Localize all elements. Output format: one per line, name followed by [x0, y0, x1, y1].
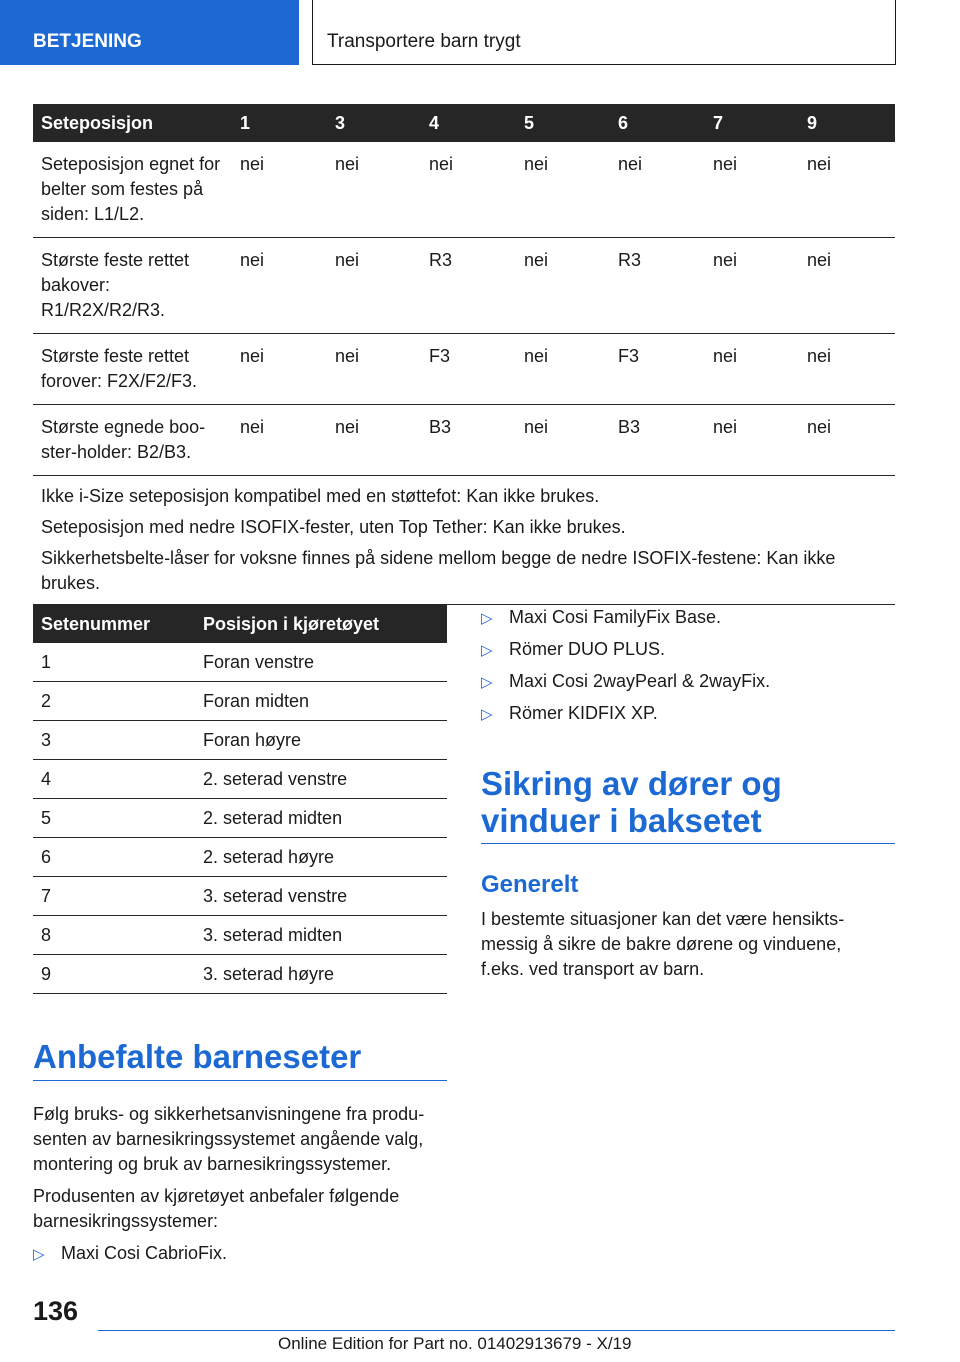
list-item [481, 637, 895, 669]
table-cell: nei [705, 405, 799, 476]
general-subheading: Generelt [481, 871, 579, 898]
table-cell: nei [799, 334, 895, 405]
table-cell: R3 [610, 238, 705, 334]
table-cell: F3 [610, 334, 705, 405]
table-cell: B3 [610, 405, 705, 476]
row-label: Største egnede booster-holder: B2/B3. [33, 405, 232, 476]
recommended-list-left [33, 1241, 447, 1273]
seat-number: 7 [33, 877, 195, 916]
table-cell: nei [327, 405, 421, 476]
list-item [33, 1241, 447, 1273]
column-header: Seteposisjon [33, 104, 232, 142]
seat-number: 3 [33, 721, 195, 760]
table-row [33, 760, 447, 799]
seat-position: 2. seterad høyre [195, 838, 447, 877]
seat-position: 2. seterad midten [195, 799, 447, 838]
table-cell: nei [705, 238, 799, 334]
page-title: Transportere barn trygt [312, 0, 896, 65]
seat-position: Foran venstre [195, 643, 447, 682]
list-item-text: Maxi Cosi FamilyFix Base. [509, 607, 722, 627]
heading-rule [33, 1080, 447, 1081]
seat-position: 3. seterad midten [195, 916, 447, 955]
seat-number: 1 [33, 643, 195, 682]
table-row [33, 238, 895, 334]
table-cell: R3 [421, 238, 516, 334]
table-notes [33, 476, 895, 605]
seat-number: 6 [33, 838, 195, 877]
seat-number: 2 [33, 682, 195, 721]
table-row [33, 405, 895, 476]
table-cell: B3 [421, 405, 516, 476]
seat-position: 2. seterad venstre [195, 760, 447, 799]
table-cell: nei [799, 238, 895, 334]
table-cell: F3 [421, 334, 516, 405]
table-cell: nei [516, 238, 610, 334]
list-item-text: Maxi Cosi 2wayPearl & 2wayFix. [509, 671, 771, 691]
seat-position: 3. seterad venstre [195, 877, 447, 916]
table-row [33, 955, 447, 994]
table-cell: nei [232, 405, 327, 476]
seat-number: 9 [33, 955, 195, 994]
column-header: Posisjon i kjøretøyet [195, 605, 447, 643]
note-text: Ikke i-Size seteposisjon kompatibel med en støttefot: Kan ikke brukes. [41, 486, 600, 506]
footer-rule [98, 1330, 895, 1331]
column-header: 3 [327, 104, 421, 142]
table-header-row [33, 104, 895, 142]
edition-footer: Online Edition for Part no. 01402913679 - X/19 [278, 1334, 632, 1353]
triangle-bullet-icon: ▷ [481, 706, 493, 723]
seat-position: Foran høyre [195, 721, 447, 760]
column-header: 9 [799, 104, 895, 142]
page-number: 136 [33, 1296, 79, 1326]
table-cell: nei [232, 334, 327, 405]
list-item-text: Römer DUO PLUS. [509, 639, 666, 659]
table-header-row [33, 605, 447, 643]
table-cell: nei [610, 142, 705, 238]
row-label: Største feste rettet bakover: R1/R2X/R2/R3. [33, 238, 232, 334]
seat-number: 8 [33, 916, 195, 955]
table-cell: nei [799, 142, 895, 238]
table-row [33, 799, 447, 838]
triangle-bullet-icon: ▷ [481, 642, 493, 659]
list-item [481, 669, 895, 701]
note-text: Sikkerhetsbelte-låser for voksne finnes på sidene mellom begge de nedre ISOFIX-festene: Kan ikke brukes. [41, 548, 836, 593]
table-cell: nei [705, 334, 799, 405]
table-row [33, 838, 447, 877]
heading-rule [481, 843, 895, 844]
column-header: 4 [421, 104, 516, 142]
recommended-list-right [481, 605, 895, 733]
table-cell: nei [327, 142, 421, 238]
seat-number: 5 [33, 799, 195, 838]
triangle-bullet-icon: ▷ [33, 1246, 45, 1263]
table-row [33, 877, 447, 916]
table-cell: nei [516, 405, 610, 476]
column-header: 7 [705, 104, 799, 142]
column-header: Setenummer [33, 605, 195, 643]
table-row [33, 142, 895, 238]
list-item-text: Römer KIDFIX XP. [509, 703, 658, 723]
row-label: Største feste rettet forover: F2X/F2/F3. [33, 334, 232, 405]
table-cell: nei [327, 238, 421, 334]
table-row [33, 916, 447, 955]
triangle-bullet-icon: ▷ [481, 610, 493, 627]
list-item [481, 701, 895, 733]
seat-compatibility-table [33, 104, 895, 605]
securing-paragraph: I bestemte situasjoner kan det være hensiktsmessig å sikre de bakre dørene og vinduene, f.eks. ved transport av barn. [481, 909, 845, 979]
column-header: 6 [610, 104, 705, 142]
seat-position-table [33, 605, 447, 994]
table-row [33, 682, 447, 721]
table-cell: nei [327, 334, 421, 405]
table-cell: nei [232, 238, 327, 334]
table-row [33, 643, 447, 682]
table-cell: nei [516, 334, 610, 405]
table-cell: nei [799, 405, 895, 476]
seat-position: Foran midten [195, 682, 447, 721]
table-cell: nei [421, 142, 516, 238]
seat-number: 4 [33, 760, 195, 799]
row-label: Seteposisjon egnet for belter som festes på siden: L1/L2. [33, 142, 232, 238]
recommended-paragraph: Produsenten av kjøretøyet anbefaler følgende barnesikringssystemer: [33, 1186, 400, 1231]
table-row [33, 721, 447, 760]
column-header: 1 [232, 104, 327, 142]
column-header: 5 [516, 104, 610, 142]
triangle-bullet-icon: ▷ [481, 674, 493, 691]
recommended-heading: Anbefalte barneseter [33, 1038, 362, 1075]
list-item [481, 605, 895, 637]
note-text: Seteposisjon med nedre ISOFIX-fester, uten Top Tether: Kan ikke brukes. [41, 517, 626, 537]
table-cell: nei [705, 142, 799, 238]
section-tab: BETJENING [0, 0, 299, 65]
table-cell: nei [232, 142, 327, 238]
table-row [33, 334, 895, 405]
seat-position: 3. seterad høyre [195, 955, 447, 994]
recommended-paragraph: Følg bruks- og sikkerhetsanvisningene fra produsenten av barnesikringssystemet angående valg, montering og bruk av barnesikringssystemer. [33, 1104, 425, 1174]
list-item-text: Maxi Cosi CabrioFix. [61, 1243, 228, 1263]
table-cell: nei [516, 142, 610, 238]
notes-row [33, 476, 895, 605]
securing-heading: Sikring av dører og vinduer i baksetet [481, 765, 782, 839]
